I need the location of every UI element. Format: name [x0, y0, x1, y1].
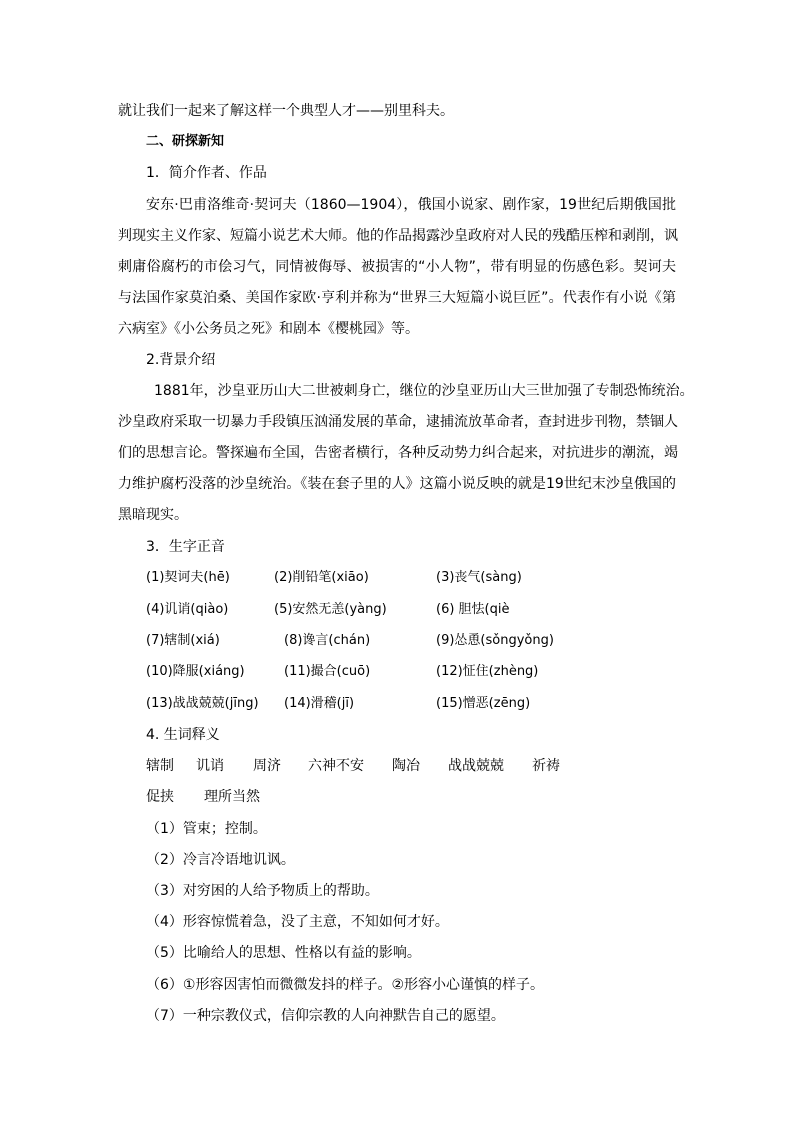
vocabulary-term: 讥诮: [196, 758, 224, 774]
pronunciation-item: (5)安然无恙(yàng): [274, 602, 387, 617]
pronunciation-item: (8)谗言(chán): [284, 633, 371, 648]
vocabulary-term: 战战兢兢: [448, 758, 504, 774]
vocabulary-term: 六神不安: [308, 758, 364, 774]
vocabulary-heading: 4. 生词释义: [146, 727, 220, 743]
definition-line: （3）对穷困的人给予物质上的帮助。: [146, 883, 379, 899]
definition-line: （7）一种宗教仪式，信仰宗教的人向神默告自己的愿望。: [146, 1008, 505, 1024]
author-paragraph-line: 六病室》《小公务员之死》和剧本《樱桃园》等。: [118, 321, 419, 337]
pronunciation-item: (1)契诃夫(hē): [146, 570, 230, 585]
pronunciation-item: (4)讥诮(qiào): [146, 602, 229, 617]
pronunciation-item: (15)憎恶(zēng): [436, 696, 531, 711]
pronunciation-item: (12)怔住(zhèng): [436, 664, 539, 679]
vocabulary-term: 辖制: [146, 758, 174, 774]
background-paragraph-line: 力维护腐朽没落的沙皇统治。《装在套子里的人》这篇小说反映的就是19世纪末沙皇俄国的: [118, 476, 676, 492]
definition-line: （6）①形容因害怕而微微发抖的样子。②形容小心谨慎的样子。: [146, 977, 545, 993]
vocabulary-term: 陶冶: [392, 758, 420, 774]
author-paragraph-line: 刺庸俗腐朽的市侩习气，同情被侮辱、被损害的“小人物”，带有明显的伤感色彩。契诃夫: [118, 259, 676, 275]
pronunciation-item: (7)辖制(xiá): [146, 633, 220, 648]
vocabulary-term: 理所当然: [204, 789, 260, 805]
pronunciation-heading: 3．生字正音: [146, 539, 225, 555]
pronunciation-item: (11)撮合(cuō): [284, 664, 371, 679]
pronunciation-item: (13)战战兢兢(jīng): [146, 696, 259, 711]
pronunciation-item: (9)怂恿(sǒngyǒng): [436, 633, 554, 648]
pronunciation-item: (3)丧气(sàng): [436, 570, 522, 585]
definition-line: （1）管束；控制。: [146, 821, 267, 837]
author-paragraph-line: 安东·巴甫洛维奇·契诃夫（1860—1904），俄国小说家、剧作家，19世纪后期俄国批: [146, 197, 676, 213]
definition-line: （2）冷言冷语地讥讽。: [146, 852, 295, 868]
background-paragraph-line: 黑暗现实。: [118, 507, 188, 523]
author-heading: 1．简介作者、作品: [146, 165, 267, 181]
vocabulary-term: 促挟: [146, 789, 174, 805]
section-heading: 二、研探新知: [146, 134, 225, 149]
author-paragraph-line: 判现实主义作家、短篇小说艺术大师。他的作品揭露沙皇政府对人民的残酷压榨和剥削，讽: [118, 228, 678, 244]
background-paragraph-line: 沙皇政府采取一切暴力手段镇压汹涌发展的革命，逮捕流放革命者，查封进步刊物，禁锢人: [118, 414, 678, 430]
vocabulary-term: 周济: [253, 758, 281, 774]
background-heading: 2.背景介绍: [146, 352, 216, 368]
definition-line: （5）比喻给人的思想、性格以有益的影响。: [146, 945, 421, 961]
definition-line: （4）形容惊慌着急，没了主意，不知如何才好。: [146, 914, 449, 930]
intro-line: 就让我们一起来了解这样一个典型人才——别里科夫。: [118, 103, 454, 119]
vocabulary-term: 祈祷: [532, 758, 560, 774]
author-paragraph-line: 与法国作家莫泊桑、美国作家欧·亨利并称为“世界三大短篇小说巨匠”。代表作有小说《第: [118, 290, 676, 306]
pronunciation-item: (10)降服(xiáng): [146, 664, 245, 679]
pronunciation-item: (14)滑稽(jī): [284, 696, 355, 711]
pronunciation-item: (2)削铅笔(xiāo): [274, 570, 369, 585]
background-paragraph-line: 1881年，沙皇亚历山大二世被刺身亡，继位的沙皇亚历山大三世加强了专制恐怖统治。: [154, 383, 694, 399]
pronunciation-item: (6) 胆怯(qiè: [436, 602, 510, 617]
background-paragraph-line: 们的思想言论。警探遍布全国，告密者横行，各种反动势力纠合起来，对抗进步的潮流，竭: [118, 445, 678, 461]
